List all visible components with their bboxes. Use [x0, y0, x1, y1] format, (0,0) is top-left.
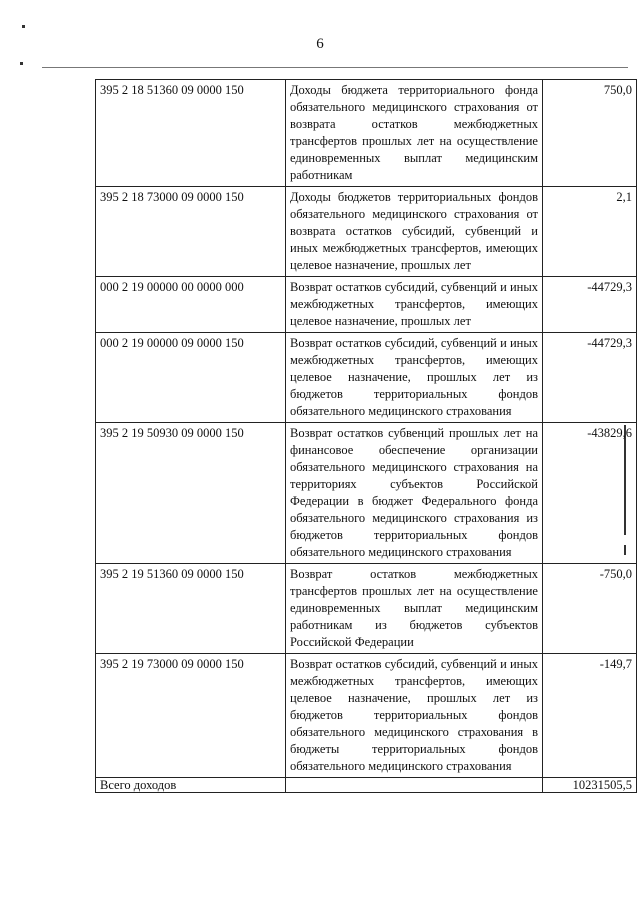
table-row: [96, 564, 637, 654]
amount-cell: -149,7: [543, 654, 637, 778]
total-amount: 10231505,5: [543, 778, 637, 793]
table-row: [96, 187, 637, 277]
table-row: [96, 654, 637, 778]
amount-cell: -44729,3: [543, 277, 637, 333]
description-cell: Доходы бюджетов территориальных фондов обязательного медицинского страхования от возврата остатков субсидий, субвенций и иных межбюджетных трансфертов, имеющих целевое назначение, прошлых лет: [286, 187, 543, 277]
budget-code-cell: 000 2 19 00000 00 0000 000: [96, 277, 286, 333]
table-row: [96, 333, 637, 423]
amount-cell: 2,1: [543, 187, 637, 277]
budget-code-cell: 395 2 19 50930 09 0000 150: [96, 423, 286, 564]
header-rule: [42, 67, 628, 68]
description-cell: Возврат остатков межбюджетных трансфертов прошлых лет на осуществление единовременных выплат медицинским работникам из бюджетов субъектов Российской Федерации: [286, 564, 543, 654]
budget-code-cell: 395 2 19 51360 09 0000 150: [96, 564, 286, 654]
budget-code-cell: 395 2 18 73000 09 0000 150: [96, 187, 286, 277]
scan-speck: [20, 62, 23, 65]
budget-code-cell: 395 2 19 73000 09 0000 150: [96, 654, 286, 778]
table-row: [96, 423, 637, 564]
revenue-table: [95, 79, 637, 793]
description-cell: Возврат остатков субсидий, субвенций и иных межбюджетных трансфертов, имеющих целевое назначение, прошлых лет из бюджетов территориальных фондов обязательного медицинского страхования в бюджеты территориальных фондов обязательного медицинского страхования: [286, 654, 543, 778]
budget-code-cell: 395 2 18 51360 09 0000 150: [96, 80, 286, 187]
description-cell: Возврат остатков субвенций прошлых лет на финансовое обеспечение организации обязательного медицинского страхования на территориях субъектов Российской Федерации в бюджет Федерального фонда обязательного медицинского страхования из бюджетов территориальных фондов обязательного медицинского страхования: [286, 423, 543, 564]
description-cell: Возврат остатков субсидий, субвенций и иных межбюджетных трансфертов, имеющих целевое назначение, прошлых лет из бюджетов территориальных фондов обязательного медицинского страхования: [286, 333, 543, 423]
total-label: Всего доходов: [96, 778, 286, 793]
total-row: [96, 778, 637, 793]
total-empty-cell: [286, 778, 543, 793]
budget-code-cell: 000 2 19 00000 09 0000 150: [96, 333, 286, 423]
amount-cell: -44729,3: [543, 333, 637, 423]
amount-cell: -750,0: [543, 564, 637, 654]
scan-speck: [22, 25, 25, 28]
description-cell: Доходы бюджета территориального фонда обязательного медицинского страхования от возврата остатков межбюджетных трансфертов прошлых лет на осуществление единовременных выплат медицинским работникам: [286, 80, 543, 187]
description-cell: Возврат остатков субсидий, субвенций и иных межбюджетных трансфертов, имеющих целевое назначение, прошлых лет: [286, 277, 543, 333]
amount-cell: 750,0: [543, 80, 637, 187]
table-row: [96, 277, 637, 333]
page-number: 6: [316, 36, 324, 52]
amount-cell: -43829,6: [543, 423, 637, 564]
table-row: [96, 80, 637, 187]
